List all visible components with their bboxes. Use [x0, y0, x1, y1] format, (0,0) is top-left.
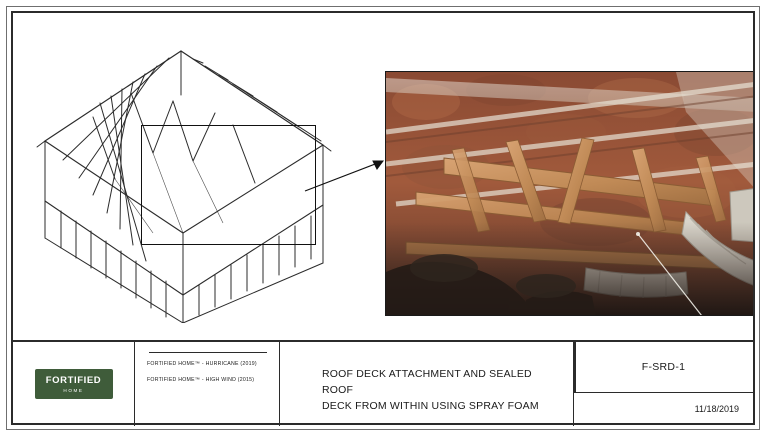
photo-content: [386, 72, 753, 316]
attic-spray-foam-photo: [385, 71, 753, 316]
detail-callout-box: [141, 125, 316, 245]
sheet-date: 11/18/2019: [694, 404, 739, 414]
standards-cell: [135, 342, 280, 426]
title-block: [13, 340, 753, 424]
standards-divider-line: [149, 352, 267, 353]
sheet-date-cell: [574, 392, 753, 426]
logo-line-2: HOME: [63, 388, 84, 393]
sheet-number-cell: [574, 342, 753, 393]
drawing-area: [13, 13, 753, 340]
detail-title-line-2: DECK FROM WITHIN USING SPRAY FOAM: [322, 400, 539, 412]
sheet-info-tick-left: [574, 342, 576, 392]
detail-title-line-1: ROOF DECK ATTACHMENT AND SEALED ROOF: [322, 368, 532, 396]
standard-hurricane: FORTIFIED HOME™ - HURRICANE (2019): [147, 361, 257, 367]
sheet-info-cell: [574, 342, 753, 426]
sheet-number: F-SRD-1: [641, 361, 686, 373]
fortified-home-logo: [13, 342, 135, 426]
logo-badge: [35, 369, 113, 399]
detail-title-cell: [280, 342, 574, 426]
standard-high-wind: FORTIFIED HOME™ - HIGH WIND (2015): [147, 377, 255, 383]
logo-line-1: FORTIFIED: [45, 375, 102, 386]
